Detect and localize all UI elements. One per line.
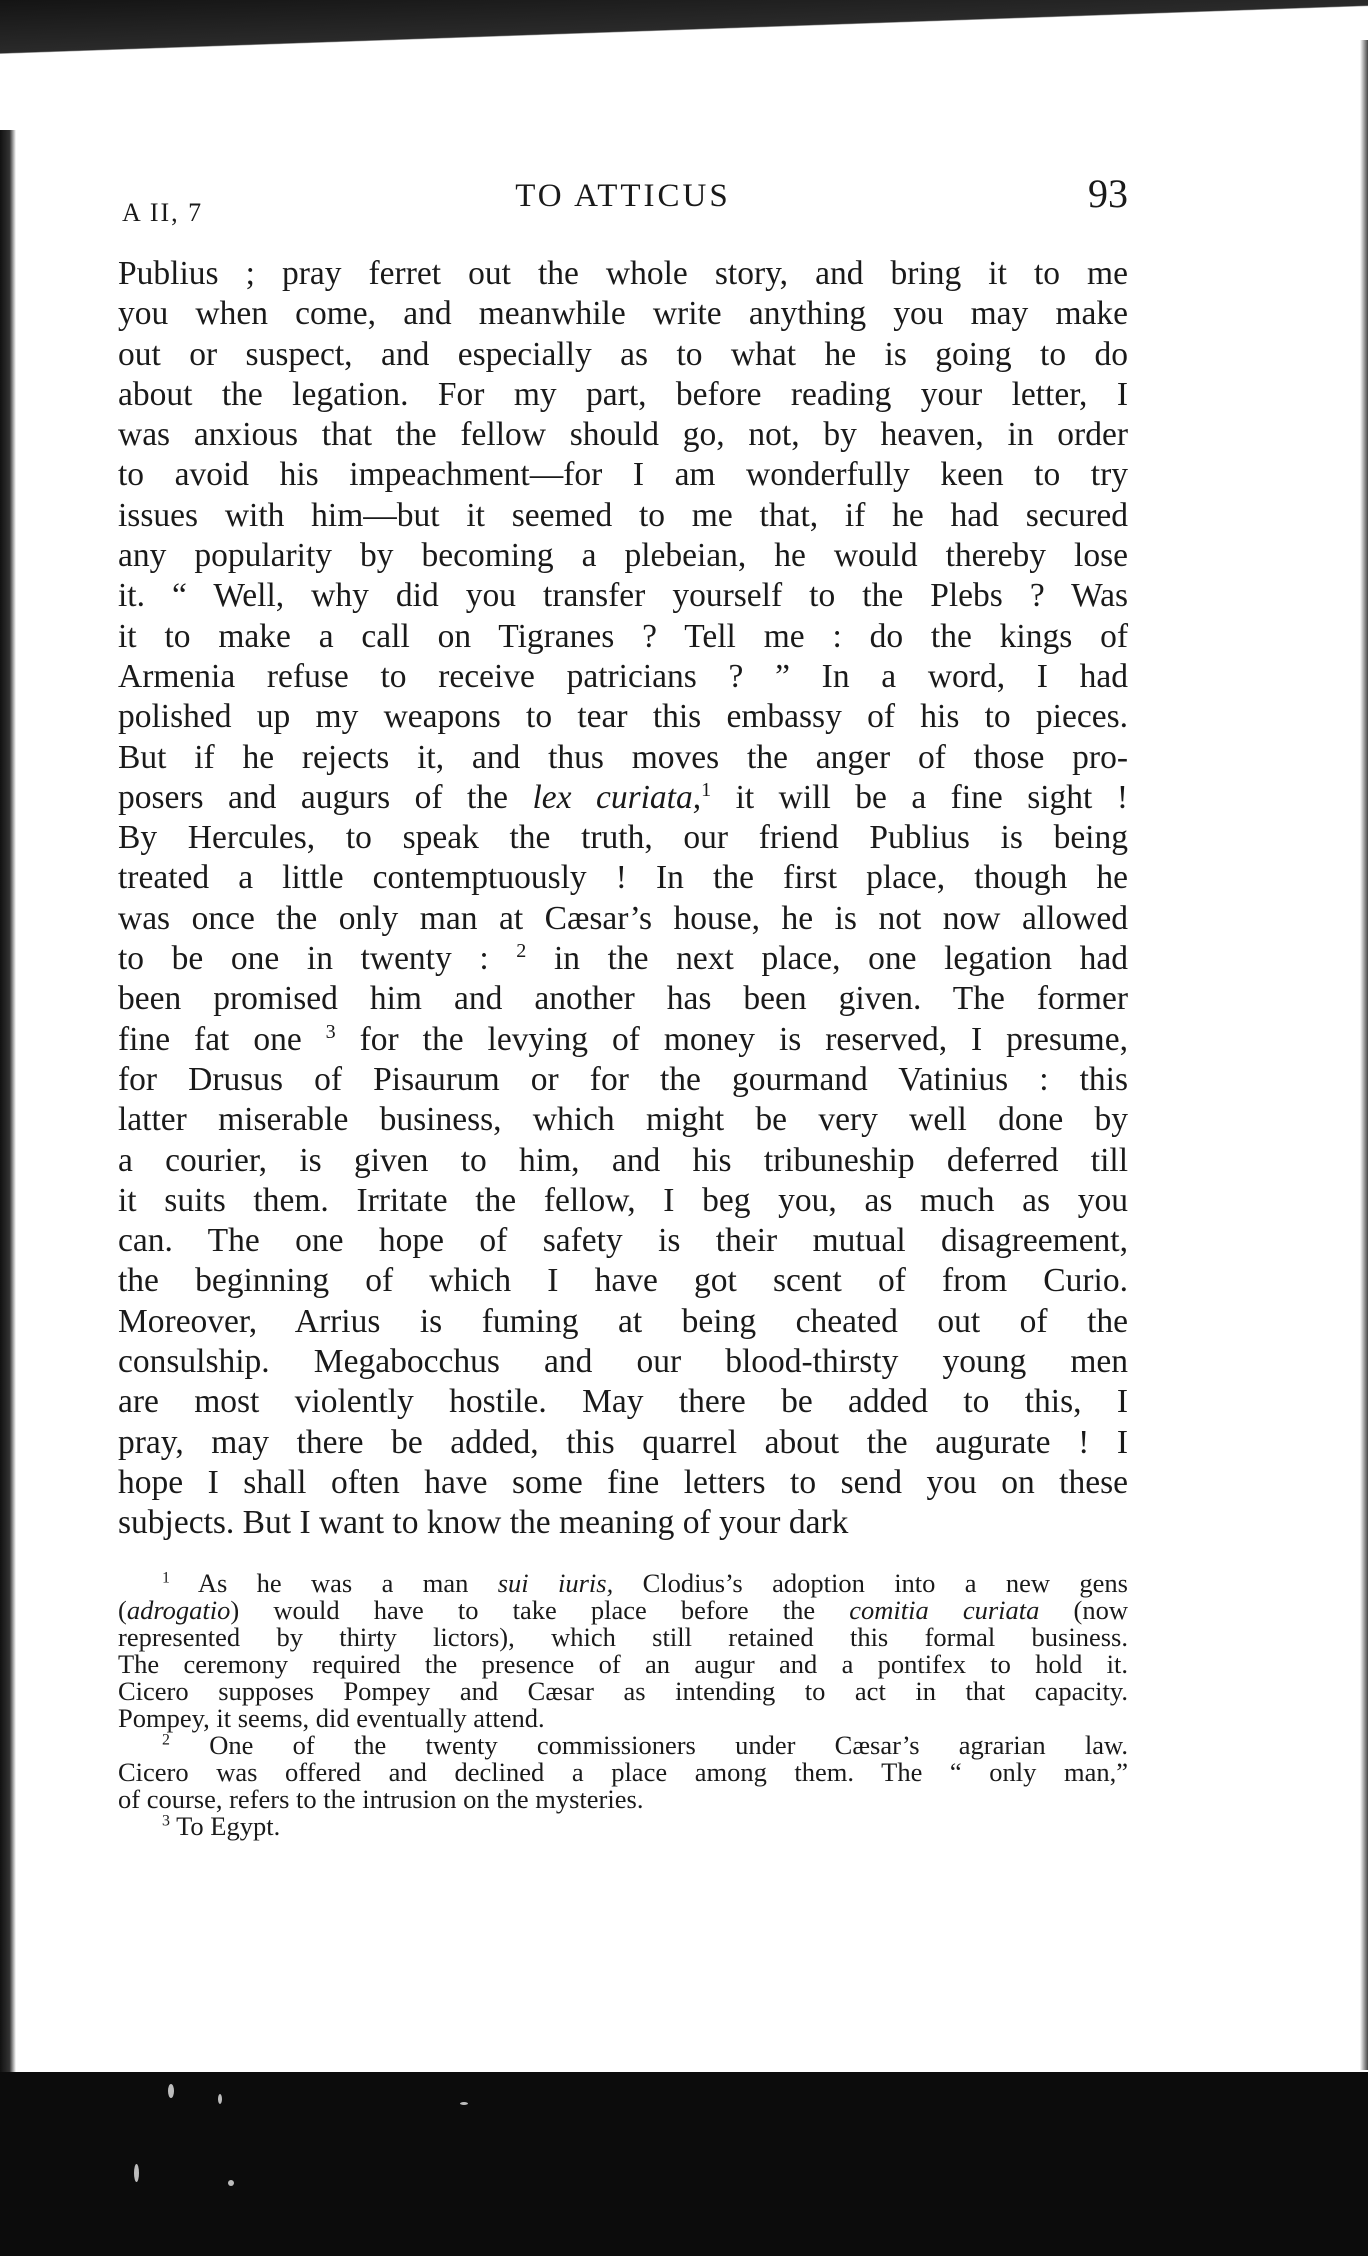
body-line: hope I shall often have some fine letters to send you on these [118, 1463, 1128, 1501]
body-line: latter miserable business, which might be very well done by [118, 1101, 1128, 1139]
body-line: can. The one hope of safety is their mutual disagreement, [118, 1222, 1128, 1260]
body-line: was anxious that the fellow should go, not, by heaven, in order [118, 416, 1128, 454]
section-reference: A II, 7 [122, 198, 204, 227]
footnote-line: Cicero supposes Pompey and Cæsar as intending to act in that capacity. [118, 1675, 1128, 1706]
body-line: it to make a call on Tigranes ? Tell me : do the kings of [118, 617, 1128, 655]
footnote-line: $^2$ One of the twenty commissioners under Cæsar’s agrarian law. [162, 1729, 1128, 1760]
body-line: Publius ; pray ferret out the whole story, and bring it to me [118, 255, 1128, 292]
body-line: treated a little contemptuously ! In the first place, though he [118, 859, 1128, 897]
footnote-line: Cicero was offered and declined a place among them. The “ only man,” [118, 1756, 1128, 1787]
scan-speck [134, 2164, 139, 2182]
body-line: out or suspect, and especially as to what he is going to do [118, 335, 1128, 373]
scan-border-left [0, 130, 16, 2080]
body-line: posers and augurs of the lex curiata,$^1$ it will be a fine sight ! [118, 778, 1128, 816]
body-line: Moreover, Arrius is fuming at being cheated out of the [118, 1302, 1128, 1340]
body-line: it suits them. Irritate the fellow, I beg you, as much as you [118, 1181, 1128, 1219]
body-line: polished up my weapons to tear this embassy of his to pieces. [118, 698, 1128, 736]
footnote-line: Pompey, it seems, did eventually attend. [118, 1702, 545, 1733]
running-title: TO ATTICUS [515, 178, 731, 214]
body-line: subjects. But I want to know the meaning of your dark [118, 1504, 849, 1542]
scan-speck [460, 2102, 468, 2105]
body-line: consulship. Megabocchus and our blood-thirsty young men [118, 1343, 1128, 1381]
footnote-line: $^1$ As he was a man sui iuris, Clodius’s adoption into a new gens [162, 1567, 1128, 1598]
body-line: it. “ Well, why did you transfer yourself to the Plebs ? Was [118, 577, 1128, 615]
book-page [118, 160, 1128, 1840]
body-line: about the legation. For my part, before reading your letter, I [118, 375, 1128, 413]
scan-border-right [1360, 40, 1368, 2070]
footnote-line: $^3$ To Egypt. [162, 1810, 281, 1841]
body-line: fine fat one $^3$ for the levying of money is reserved, I presume, [118, 1020, 1128, 1058]
body-line: any popularity by becoming a plebeian, he would thereby lose [118, 537, 1128, 575]
scan-speck [168, 2084, 174, 2098]
body-line: to avoid his impeachment—for I am wonderfully keen to try [118, 456, 1128, 494]
body-line: for Drusus of Pisaurum or for the gourmand Vatinius : this [118, 1060, 1128, 1098]
body-line: the beginning of which I have got scent of from Curio. [118, 1262, 1128, 1300]
footnote-line: represented by thirty lictors), which still retained this formal business. [118, 1621, 1128, 1652]
body-line: But if he rejects it, and thus moves the anger of those pro- [118, 738, 1128, 776]
footnotes [118, 1567, 1128, 1841]
scan-border-bottom [0, 2072, 1368, 2256]
body-line: been promised him and another has been given. The former [118, 980, 1128, 1018]
body-text [118, 254, 1128, 1544]
body-line: to be one in twenty : $^2$ in the next place, one legation had [118, 940, 1128, 978]
footnote-line: of course, refers to the intrusion on the mysteries. [118, 1783, 644, 1814]
body-line: was once the only man at Cæsar’s house, he is not now allowed [118, 899, 1128, 937]
body-line: pray, may there be added, this quarrel about the augurate ! I [118, 1423, 1128, 1461]
page-number: 93 [1088, 171, 1128, 216]
body-line: you when come, and meanwhile write anything you may make [118, 295, 1128, 333]
body-line: issues with him—but it seemed to me that, if he had secured [118, 496, 1128, 534]
body-line: a courier, is given to him, and his tribuneship deferred till [118, 1141, 1128, 1179]
footnote-line: The ceremony required the presence of an augur and a pontifex to hold it. [118, 1648, 1128, 1679]
footnote-line: (adrogatio) would have to take place before the comitia curiata (now [118, 1594, 1128, 1625]
body-line: are most violently hostile. May there be added to this, I [118, 1383, 1128, 1421]
scan-speck [228, 2180, 234, 2186]
scan-border-top [0, 0, 1368, 70]
scan-speck [218, 2094, 222, 2104]
body-line: Armenia refuse to receive patricians ? ” In a word, I had [118, 657, 1128, 695]
running-head [118, 160, 1128, 240]
body-line: By Hercules, to speak the truth, our friend Publius is being [118, 819, 1128, 857]
